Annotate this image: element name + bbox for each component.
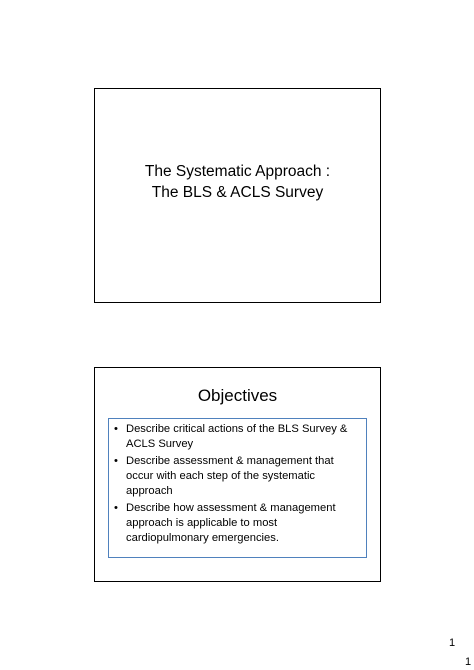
slide-1-title-line-2: The BLS & ACLS Survey (151, 184, 324, 201)
slide-2-objectives (94, 367, 381, 582)
document-page-number: 1 (465, 656, 472, 668)
bullet-icon: • (114, 423, 118, 435)
bullet-icon: • (114, 502, 118, 514)
list-item (113, 501, 360, 546)
list-item (113, 454, 360, 499)
bullet-text: Describe how assessment & management approach is applicable to most cardiopulmonary emergencies. (126, 502, 336, 544)
objectives-content-box (108, 418, 367, 558)
slide-1-title-line-1: The Systematic Approach : (144, 163, 331, 180)
slide-2-title: Objectives (197, 386, 278, 405)
bullet-icon: • (114, 455, 118, 467)
slide-1-title-slide (94, 88, 381, 303)
objectives-list (113, 422, 360, 546)
slide-1-title (95, 161, 380, 203)
bullet-text: Describe assessment & management that occur with each step of the systematic approach (126, 455, 334, 497)
bullet-text: Describe critical actions of the BLS Survey & ACLS Survey (126, 423, 348, 450)
slide-page-number: 1 (449, 637, 456, 649)
list-item (113, 422, 360, 452)
